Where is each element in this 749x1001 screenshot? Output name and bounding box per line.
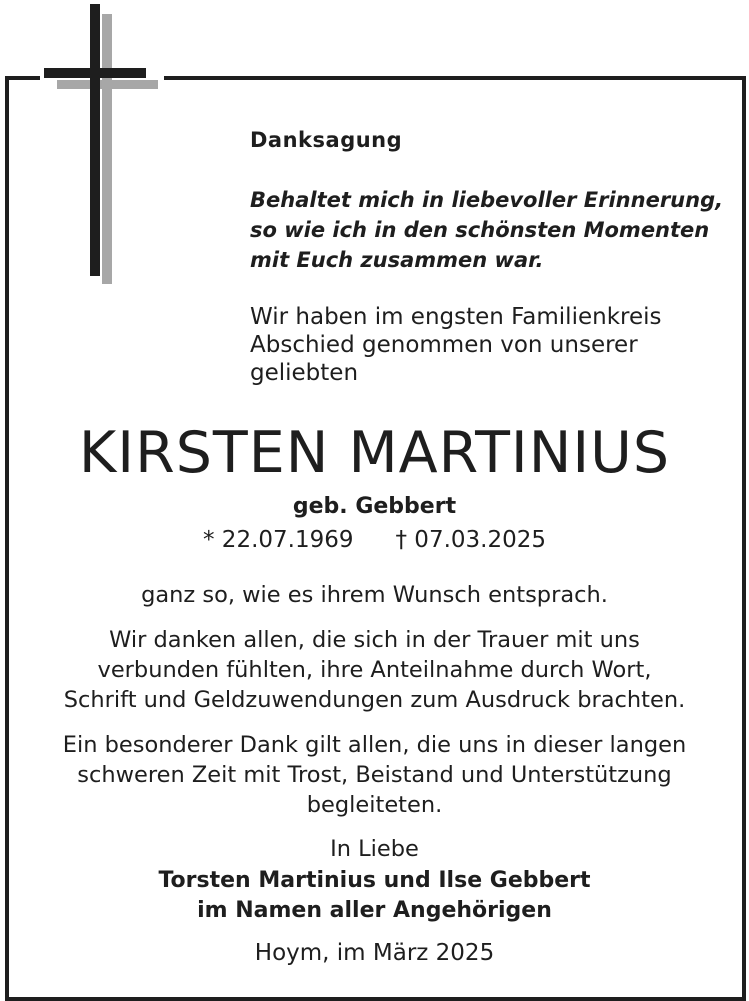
- page-title: Danksagung: [250, 128, 403, 152]
- intro-line: Wir haben im engsten Familienkreis: [250, 304, 662, 330]
- place-date: Hoym, im März 2025: [254, 940, 495, 966]
- deceased-name: KIRSTEN MARTINIUS: [78, 420, 671, 486]
- wish-text: ganz so, wie es ihrem Wunsch entsprach.: [141, 582, 608, 608]
- poem-line: Behaltet mich in liebevoller Erinnerung,: [250, 188, 724, 212]
- closing-greeting: In Liebe: [330, 836, 419, 862]
- cross-vertical: [90, 4, 100, 276]
- death-date: † 07.03.2025: [395, 527, 546, 553]
- poem-line: mit Euch zusammen war.: [250, 248, 544, 272]
- cross-shadow-vertical: [102, 14, 112, 284]
- intro-line: geliebten: [250, 360, 359, 386]
- intro-line: Abschied genommen von unserer: [250, 332, 638, 358]
- signer-line: im Namen aller Angehörigen: [197, 898, 552, 923]
- poem-line: so wie ich in den schönsten Momenten: [250, 218, 710, 242]
- birth-date: * 22.07.1969: [203, 527, 354, 553]
- poem: [250, 185, 723, 275]
- special-thanks-paragraph: [0, 730, 749, 820]
- intro-text: [250, 303, 661, 387]
- cross-horizontal: [44, 68, 146, 78]
- thanks-line: Schrift und Geldzuwendungen zum Ausdruck brachten.: [63, 687, 686, 713]
- special-line: schweren Zeit mit Trost, Beistand und Unterstützung: [77, 762, 672, 788]
- special-line: Ein besonderer Dank gilt allen, die uns in dieser langen: [62, 732, 687, 758]
- thanks-paragraph: [0, 625, 749, 715]
- thanks-line: verbunden fühlten, ihre Anteilnahme durch Wort,: [97, 657, 652, 683]
- special-line: begleiteten.: [306, 792, 443, 818]
- thanks-line: Wir danken allen, die sich in der Trauer mit uns: [109, 627, 640, 653]
- signers: [0, 866, 749, 926]
- signer-line: Torsten Martinius und Ilse Gebbert: [158, 868, 591, 893]
- cross-shadow-horizontal: [57, 80, 158, 89]
- life-dates: [0, 527, 749, 553]
- maiden-name: geb. Gebbert: [292, 494, 457, 519]
